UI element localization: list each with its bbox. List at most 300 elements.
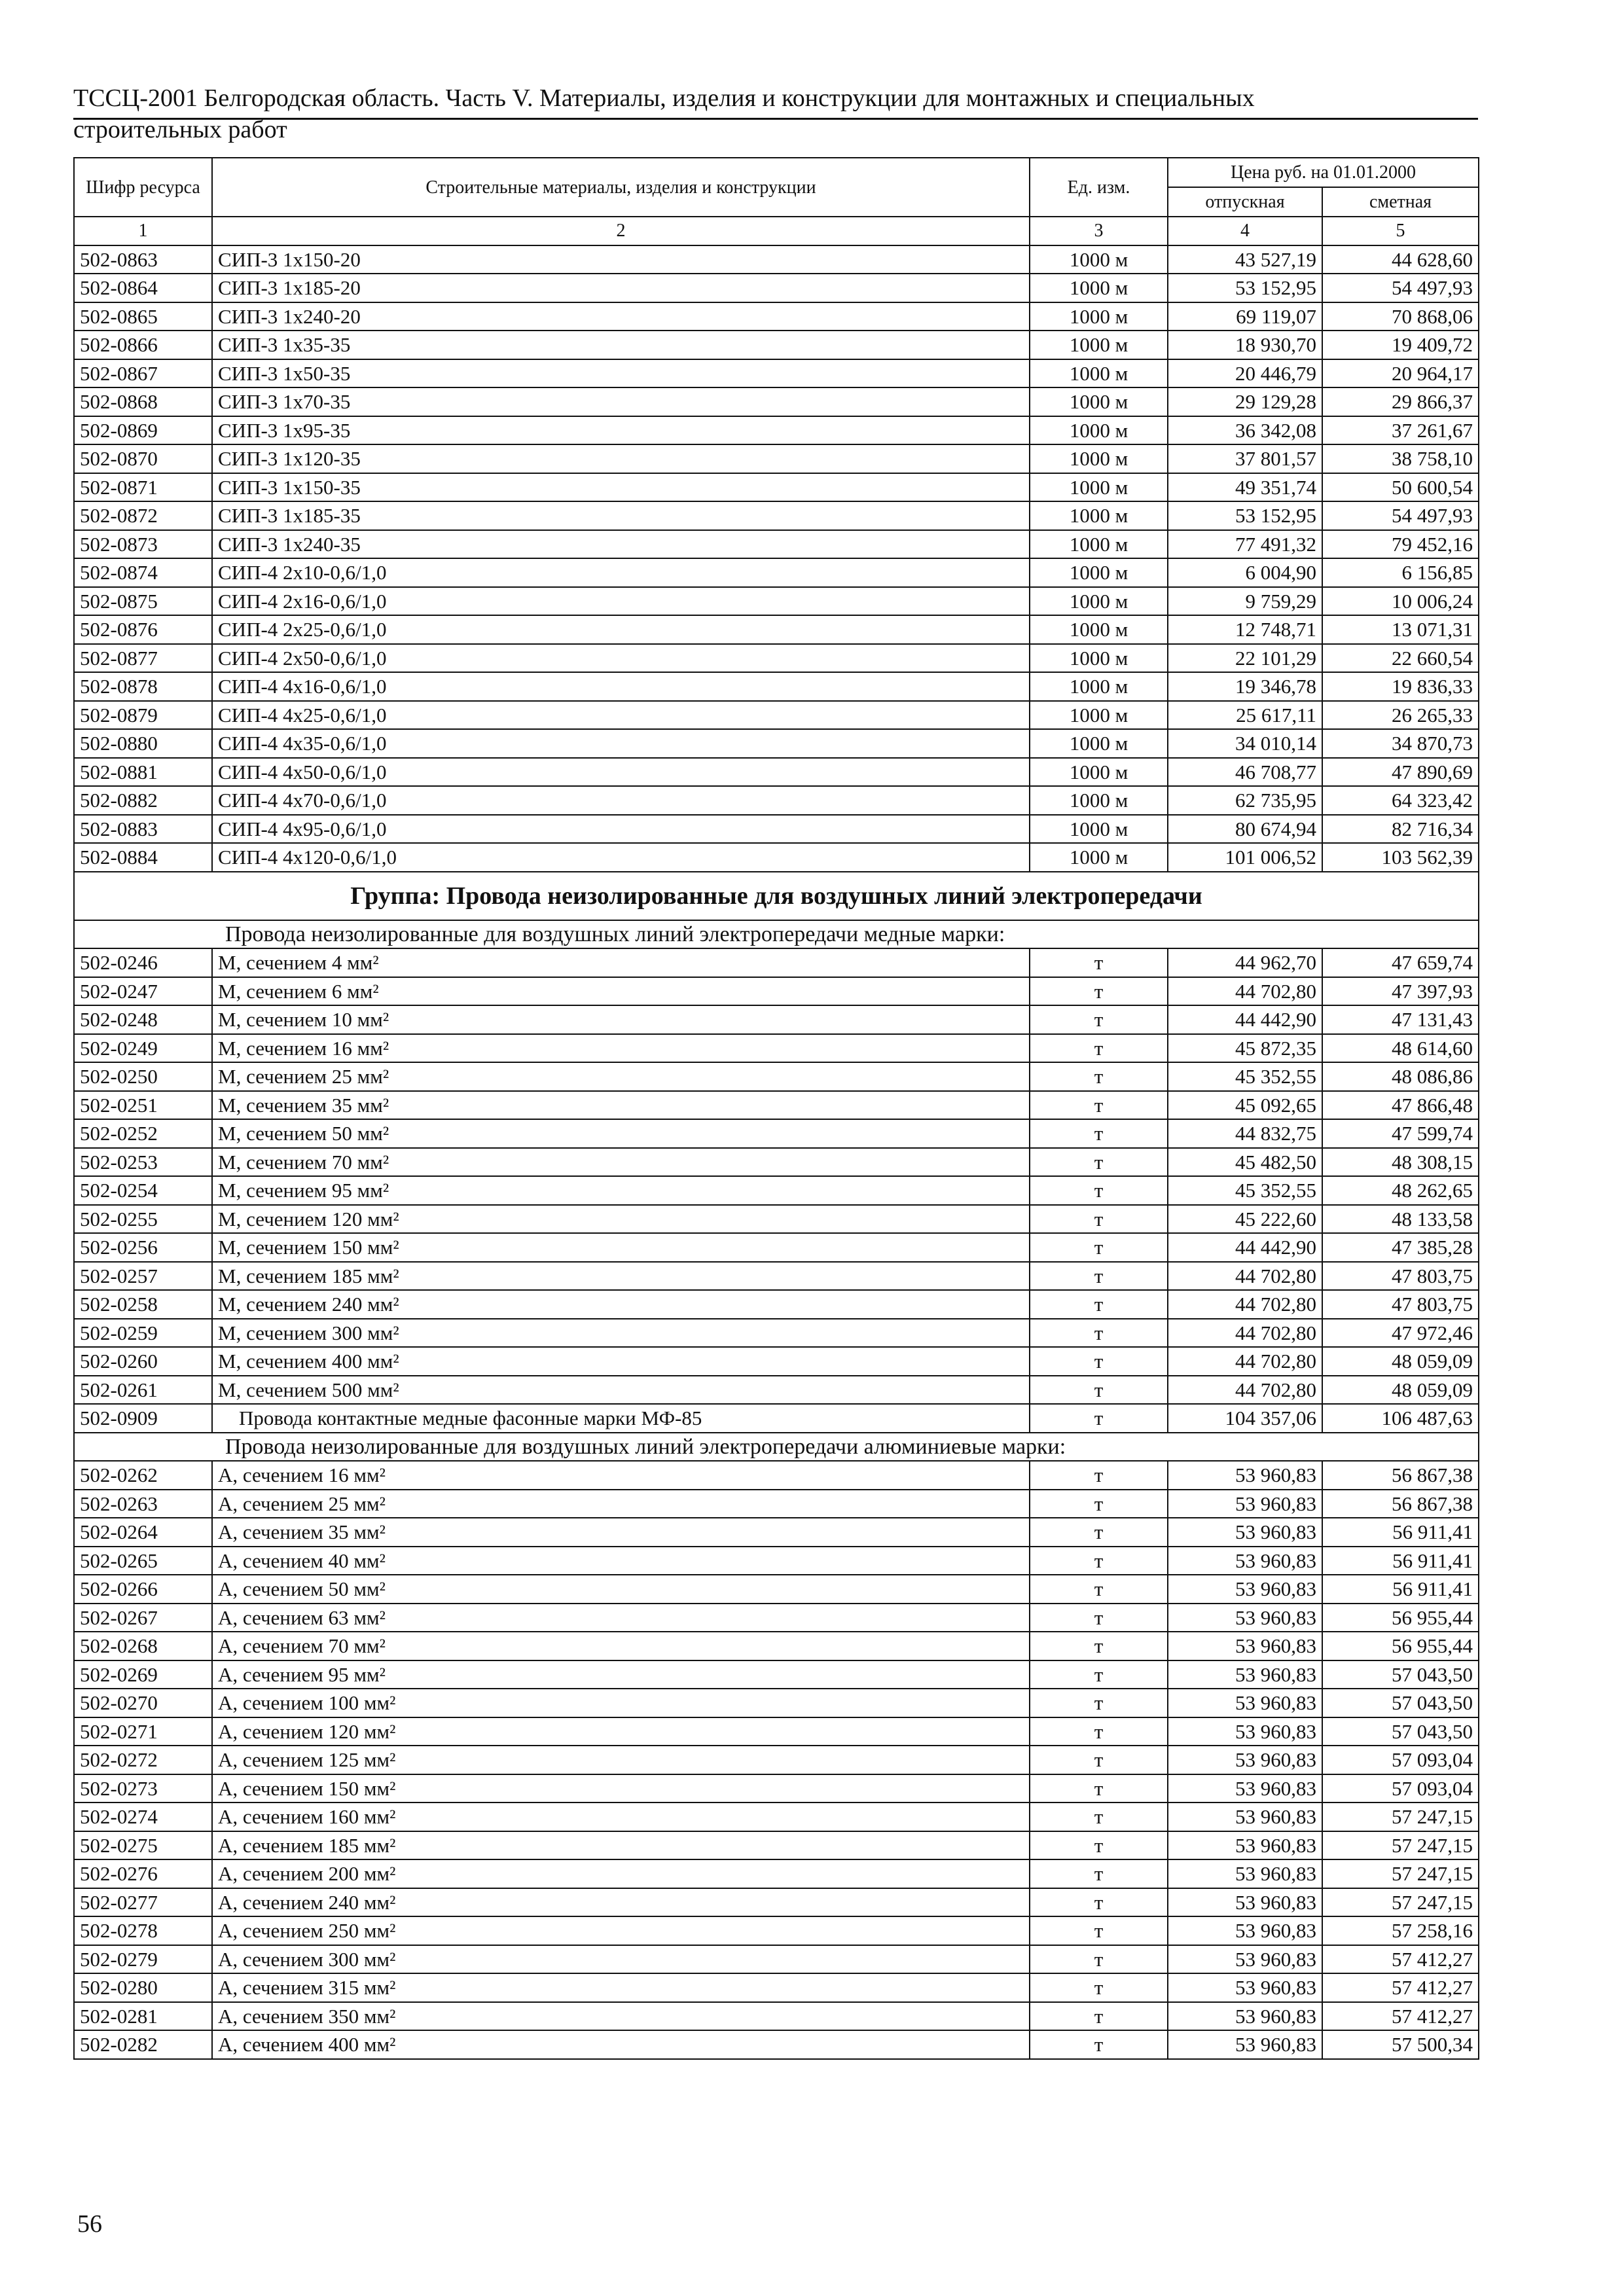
- table-row: [74, 331, 1479, 359]
- release-price: 9 759,29: [1168, 587, 1322, 616]
- unit: т: [1030, 1547, 1168, 1575]
- table-row: [74, 1319, 1479, 1348]
- estimate-price: 47 385,28: [1322, 1233, 1479, 1262]
- resource-code: 502-0867: [74, 359, 212, 388]
- estimate-price: 56 955,44: [1322, 1604, 1479, 1632]
- release-price: 45 352,55: [1168, 1062, 1322, 1091]
- table-row: [74, 1859, 1479, 1888]
- table-row: [74, 815, 1479, 844]
- unit: 1000 м: [1030, 843, 1168, 872]
- table-row: [74, 1689, 1479, 1717]
- table-row: [74, 1233, 1479, 1262]
- estimate-price: 48 059,09: [1322, 1376, 1479, 1405]
- unit: 1000 м: [1030, 444, 1168, 473]
- release-price: 69 119,07: [1168, 302, 1322, 331]
- material-name: А, сечением 185 мм²: [212, 1831, 1030, 1860]
- unit: т: [1030, 1176, 1168, 1205]
- table-row: [74, 1547, 1479, 1575]
- table-row: [74, 245, 1479, 274]
- estimate-price: 57 412,27: [1322, 1945, 1479, 1974]
- unit: т: [1030, 1746, 1168, 1774]
- release-price: 19 346,78: [1168, 672, 1322, 701]
- unit: т: [1030, 1490, 1168, 1518]
- estimate-price: 48 308,15: [1322, 1148, 1479, 1177]
- table-row: [74, 387, 1479, 416]
- material-name: А, сечением 240 мм²: [212, 1888, 1030, 1917]
- material-name: М, сечением 150 мм²: [212, 1233, 1030, 1262]
- header-rule: [73, 118, 1478, 120]
- release-price: 44 832,75: [1168, 1119, 1322, 1148]
- unit: т: [1030, 1461, 1168, 1490]
- material-name: СИП-3 1х150-35: [212, 473, 1030, 502]
- material-name: СИП-4 4х70-0,6/1,0: [212, 786, 1030, 815]
- subgroup-title-aluminium: Провода неизолированные для воздушных линий электропередачи алюминиевые марки:: [74, 1433, 1479, 1462]
- table-row: [74, 1091, 1479, 1120]
- table-row: [74, 1290, 1479, 1319]
- release-price: 45 482,50: [1168, 1148, 1322, 1177]
- subgroup-title-copper: Провода неизолированные для воздушных линий электропередачи медные марки:: [74, 920, 1479, 949]
- table-row: [74, 1205, 1479, 1234]
- material-name: СИП-4 4х35-0,6/1,0: [212, 729, 1030, 758]
- release-price: 44 702,80: [1168, 977, 1322, 1006]
- material-name: А, сечением 50 мм²: [212, 1575, 1030, 1604]
- resource-code: 502-0865: [74, 302, 212, 331]
- resource-code: 502-0262: [74, 1461, 212, 1490]
- resource-code: 502-0909: [74, 1404, 212, 1433]
- release-price: 44 962,70: [1168, 948, 1322, 977]
- unit: т: [1030, 1689, 1168, 1717]
- material-name: М, сечением 6 мм²: [212, 977, 1030, 1006]
- material-name: А, сечением 300 мм²: [212, 1945, 1030, 1974]
- release-price: 53 960,83: [1168, 1632, 1322, 1660]
- table-row: [74, 1945, 1479, 1974]
- material-name: А, сечением 250 мм²: [212, 1916, 1030, 1945]
- release-price: 6 004,90: [1168, 558, 1322, 587]
- col-header-price: Цена руб. на 01.01.2000: [1168, 158, 1479, 187]
- release-price: 45 222,60: [1168, 1205, 1322, 1234]
- resource-code: 502-0264: [74, 1518, 212, 1547]
- table-row: [74, 1034, 1479, 1063]
- resource-code: 502-0274: [74, 1803, 212, 1831]
- material-name: СИП-3 1х240-35: [212, 530, 1030, 559]
- price-table: [73, 157, 1479, 2060]
- material-name: А, сечением 63 мм²: [212, 1604, 1030, 1632]
- unit: т: [1030, 1347, 1168, 1376]
- resource-code: 502-0263: [74, 1490, 212, 1518]
- release-price: 43 527,19: [1168, 245, 1322, 274]
- material-name: СИП-3 1х50-35: [212, 359, 1030, 388]
- resource-code: 502-0260: [74, 1347, 212, 1376]
- table-row: [74, 473, 1479, 502]
- material-name: СИП-4 4х50-0,6/1,0: [212, 758, 1030, 787]
- resource-code: 502-0253: [74, 1148, 212, 1177]
- table-row: [74, 672, 1479, 701]
- contact-wire-block: [74, 1404, 1479, 1461]
- estimate-price: 103 562,39: [1322, 843, 1479, 872]
- group-title: Группа: Провода неизолированные для воздушных линий электропередачи: [74, 872, 1479, 920]
- unit: т: [1030, 2002, 1168, 2031]
- unit: т: [1030, 1319, 1168, 1348]
- table-row: [74, 1746, 1479, 1774]
- table-row: [74, 1518, 1479, 1547]
- resource-code: 502-0884: [74, 843, 212, 872]
- estimate-price: 57 412,27: [1322, 2002, 1479, 2031]
- estimate-price: 29 866,37: [1322, 387, 1479, 416]
- table-row: [74, 2002, 1479, 2031]
- resource-code: 502-0279: [74, 1945, 212, 1974]
- release-price: 53 960,83: [1168, 1746, 1322, 1774]
- table-row: [74, 501, 1479, 530]
- material-name: СИП-4 2х16-0,6/1,0: [212, 587, 1030, 616]
- material-name: СИП-3 1х185-35: [212, 501, 1030, 530]
- table-row: [74, 530, 1479, 559]
- table-row: [74, 359, 1479, 388]
- table-row: [74, 587, 1479, 616]
- unit: т: [1030, 977, 1168, 1006]
- release-price: 53 960,83: [1168, 1774, 1322, 1803]
- table-row: [74, 1062, 1479, 1091]
- unit: т: [1030, 1091, 1168, 1120]
- table-row: [74, 786, 1479, 815]
- resource-code: 502-0877: [74, 644, 212, 673]
- table-row: [74, 302, 1479, 331]
- release-price: 20 446,79: [1168, 359, 1322, 388]
- resource-code: 502-0269: [74, 1660, 212, 1689]
- col-number: 4: [1168, 217, 1322, 245]
- release-price: 44 702,80: [1168, 1347, 1322, 1376]
- table-row: [74, 644, 1479, 673]
- table-row: [74, 1774, 1479, 1803]
- table-row: [74, 1831, 1479, 1860]
- cable-rows: [74, 245, 1479, 872]
- resource-code: 502-0864: [74, 274, 212, 302]
- estimate-price: 47 659,74: [1322, 948, 1479, 977]
- unit: 1000 м: [1030, 274, 1168, 302]
- material-name: СИП-4 2х10-0,6/1,0: [212, 558, 1030, 587]
- material-name: СИП-3 1х95-35: [212, 416, 1030, 445]
- resource-code: 502-0276: [74, 1859, 212, 1888]
- unit: т: [1030, 1148, 1168, 1177]
- unit: т: [1030, 1262, 1168, 1291]
- estimate-price: 57 043,50: [1322, 1689, 1479, 1717]
- estimate-price: 48 614,60: [1322, 1034, 1479, 1063]
- release-price: 45 872,35: [1168, 1034, 1322, 1063]
- table-row: [74, 701, 1479, 730]
- unit: т: [1030, 1632, 1168, 1660]
- unit: т: [1030, 1119, 1168, 1148]
- unit: 1000 м: [1030, 387, 1168, 416]
- unit: 1000 м: [1030, 530, 1168, 559]
- estimate-price: 20 964,17: [1322, 359, 1479, 388]
- material-name: СИП-3 1х70-35: [212, 387, 1030, 416]
- resource-code: 502-0280: [74, 1973, 212, 2002]
- release-price: 53 960,83: [1168, 1945, 1322, 1974]
- table-row: [74, 1119, 1479, 1148]
- estimate-price: 56 867,38: [1322, 1461, 1479, 1490]
- release-price: 45 352,55: [1168, 1176, 1322, 1205]
- release-price: 53 960,83: [1168, 1916, 1322, 1945]
- release-price: 77 491,32: [1168, 530, 1322, 559]
- unit: 1000 м: [1030, 615, 1168, 644]
- estimate-price: 10 006,24: [1322, 587, 1479, 616]
- material-name: А, сечением 16 мм²: [212, 1461, 1030, 1490]
- resource-code: 502-0275: [74, 1831, 212, 1860]
- col-header-estimate-price: сметная: [1322, 187, 1479, 217]
- unit: т: [1030, 1404, 1168, 1433]
- release-price: 80 674,94: [1168, 815, 1322, 844]
- table-row: [74, 1461, 1479, 1490]
- resource-code: 502-0268: [74, 1632, 212, 1660]
- release-price: 44 702,80: [1168, 1376, 1322, 1405]
- material-name: М, сечением 25 мм²: [212, 1062, 1030, 1091]
- estimate-price: 38 758,10: [1322, 444, 1479, 473]
- table-row: [74, 416, 1479, 445]
- resource-code: 502-0255: [74, 1205, 212, 1234]
- table-row: [74, 758, 1479, 787]
- release-price: 53 960,83: [1168, 1518, 1322, 1547]
- resource-code: 502-0267: [74, 1604, 212, 1632]
- estimate-price: 13 071,31: [1322, 615, 1479, 644]
- material-name: Провода контактные медные фасонные марки МФ-85: [212, 1404, 1030, 1433]
- release-price: 53 960,83: [1168, 1660, 1322, 1689]
- release-price: 44 442,90: [1168, 1005, 1322, 1034]
- material-name: М, сечением 240 мм²: [212, 1290, 1030, 1319]
- release-price: 44 702,80: [1168, 1290, 1322, 1319]
- resource-code: 502-0883: [74, 815, 212, 844]
- resource-code: 502-0278: [74, 1916, 212, 1945]
- release-price: 53 152,95: [1168, 274, 1322, 302]
- estimate-price: 47 397,93: [1322, 977, 1479, 1006]
- col-header-unit: Ед. изм.: [1030, 158, 1168, 217]
- material-name: СИП-3 1х240-20: [212, 302, 1030, 331]
- material-name: СИП-4 4х25-0,6/1,0: [212, 701, 1030, 730]
- unit: 1000 м: [1030, 701, 1168, 730]
- col-header-name: Строительные материалы, изделия и конструкции: [212, 158, 1030, 217]
- estimate-price: 47 890,69: [1322, 758, 1479, 787]
- release-price: 62 735,95: [1168, 786, 1322, 815]
- resource-code: 502-0869: [74, 416, 212, 445]
- resource-code: 502-0874: [74, 558, 212, 587]
- estimate-price: 70 868,06: [1322, 302, 1479, 331]
- release-price: 34 010,14: [1168, 729, 1322, 758]
- release-price: 53 960,83: [1168, 1717, 1322, 1746]
- col-number: 5: [1322, 217, 1479, 245]
- table-row: [74, 1973, 1479, 2002]
- material-name: А, сечением 120 мм²: [212, 1717, 1030, 1746]
- unit: 1000 м: [1030, 302, 1168, 331]
- unit: 1000 м: [1030, 815, 1168, 844]
- estimate-price: 57 247,15: [1322, 1831, 1479, 1860]
- release-price: 44 442,90: [1168, 1233, 1322, 1262]
- estimate-price: 19 836,33: [1322, 672, 1479, 701]
- resource-code: 502-0878: [74, 672, 212, 701]
- unit: 1000 м: [1030, 558, 1168, 587]
- resource-code: 502-0266: [74, 1575, 212, 1604]
- resource-code: 502-0272: [74, 1746, 212, 1774]
- material-name: СИП-4 4х120-0,6/1,0: [212, 843, 1030, 872]
- material-name: А, сечением 400 мм²: [212, 2030, 1030, 2059]
- unit: т: [1030, 1916, 1168, 1945]
- material-name: СИП-3 1х120-35: [212, 444, 1030, 473]
- unit: т: [1030, 1233, 1168, 1262]
- release-price: 53 152,95: [1168, 501, 1322, 530]
- estimate-price: 48 086,86: [1322, 1062, 1479, 1091]
- material-name: А, сечением 350 мм²: [212, 2002, 1030, 2031]
- release-price: 36 342,08: [1168, 416, 1322, 445]
- release-price: 49 351,74: [1168, 473, 1322, 502]
- estimate-price: 57 247,15: [1322, 1803, 1479, 1831]
- resource-code: 502-0257: [74, 1262, 212, 1291]
- resource-code: 502-0863: [74, 245, 212, 274]
- resource-code: 502-0879: [74, 701, 212, 730]
- resource-code: 502-0250: [74, 1062, 212, 1091]
- estimate-price: 34 870,73: [1322, 729, 1479, 758]
- unit: т: [1030, 1888, 1168, 1917]
- release-price: 53 960,83: [1168, 2002, 1322, 2031]
- unit: т: [1030, 1774, 1168, 1803]
- material-name: М, сечением 70 мм²: [212, 1148, 1030, 1177]
- release-price: 45 092,65: [1168, 1091, 1322, 1120]
- unit: т: [1030, 1973, 1168, 2002]
- resource-code: 502-0249: [74, 1034, 212, 1063]
- resource-code: 502-0281: [74, 2002, 212, 2031]
- resource-code: 502-0259: [74, 1319, 212, 1348]
- header-line-1: ТССЦ-2001 Белгородская область. Часть V. Материалы, изделия и конструкции для монтажных и специальных: [73, 84, 1255, 112]
- release-price: 53 960,83: [1168, 1575, 1322, 1604]
- unit: 1000 м: [1030, 245, 1168, 274]
- estimate-price: 106 487,63: [1322, 1404, 1479, 1433]
- table-row: [74, 274, 1479, 302]
- material-name: М, сечением 4 мм²: [212, 948, 1030, 977]
- release-price: 18 930,70: [1168, 331, 1322, 359]
- table-row: [74, 1575, 1479, 1604]
- estimate-price: 26 265,33: [1322, 701, 1479, 730]
- estimate-price: 57 247,15: [1322, 1859, 1479, 1888]
- material-name: М, сечением 400 мм²: [212, 1347, 1030, 1376]
- estimate-price: 56 911,41: [1322, 1518, 1479, 1547]
- unit: т: [1030, 1034, 1168, 1063]
- unit: 1000 м: [1030, 672, 1168, 701]
- material-name: А, сечением 95 мм²: [212, 1660, 1030, 1689]
- estimate-price: 44 628,60: [1322, 245, 1479, 274]
- table-row: [74, 1490, 1479, 1518]
- unit: 1000 м: [1030, 501, 1168, 530]
- resource-code: 502-0246: [74, 948, 212, 977]
- estimate-price: 57 043,50: [1322, 1717, 1479, 1746]
- unit: т: [1030, 1005, 1168, 1034]
- unit: т: [1030, 1859, 1168, 1888]
- estimate-price: 56 955,44: [1322, 1632, 1479, 1660]
- col-number: 1: [74, 217, 212, 245]
- resource-code: 502-0870: [74, 444, 212, 473]
- material-name: А, сечением 40 мм²: [212, 1547, 1030, 1575]
- table-row: [74, 1148, 1479, 1177]
- unit: т: [1030, 1831, 1168, 1860]
- unit: 1000 м: [1030, 786, 1168, 815]
- estimate-price: 19 409,72: [1322, 331, 1479, 359]
- header-line-2: строительных работ: [73, 116, 287, 143]
- material-name: М, сечением 120 мм²: [212, 1205, 1030, 1234]
- material-name: СИП-4 2х50-0,6/1,0: [212, 644, 1030, 673]
- estimate-price: 56 911,41: [1322, 1575, 1479, 1604]
- table-row: [74, 729, 1479, 758]
- table-row: [74, 615, 1479, 644]
- unit: 1000 м: [1030, 359, 1168, 388]
- estimate-price: 79 452,16: [1322, 530, 1479, 559]
- material-name: СИП-4 4х16-0,6/1,0: [212, 672, 1030, 701]
- unit: т: [1030, 1518, 1168, 1547]
- estimate-price: 57 247,15: [1322, 1888, 1479, 1917]
- unit: 1000 м: [1030, 758, 1168, 787]
- estimate-price: 57 412,27: [1322, 1973, 1479, 2002]
- resource-code: 502-0873: [74, 530, 212, 559]
- material-name: М, сечением 35 мм²: [212, 1091, 1030, 1120]
- table-row: [74, 1916, 1479, 1945]
- estimate-price: 47 599,74: [1322, 1119, 1479, 1148]
- resource-code: 502-0866: [74, 331, 212, 359]
- material-name: СИП-3 1х150-20: [212, 245, 1030, 274]
- unit: 1000 м: [1030, 416, 1168, 445]
- estimate-price: 64 323,42: [1322, 786, 1479, 815]
- material-name: М, сечением 185 мм²: [212, 1262, 1030, 1291]
- material-name: М, сечением 16 мм²: [212, 1034, 1030, 1063]
- material-name: М, сечением 50 мм²: [212, 1119, 1030, 1148]
- unit: т: [1030, 1604, 1168, 1632]
- estimate-price: 57 500,34: [1322, 2030, 1479, 2059]
- estimate-price: 48 262,65: [1322, 1176, 1479, 1205]
- resource-code: 502-0247: [74, 977, 212, 1006]
- resource-code: 502-0882: [74, 786, 212, 815]
- release-price: 53 960,83: [1168, 1973, 1322, 2002]
- resource-code: 502-0251: [74, 1091, 212, 1120]
- resource-code: 502-0876: [74, 615, 212, 644]
- table-row: [74, 1717, 1479, 1746]
- resource-code: 502-0277: [74, 1888, 212, 1917]
- table-header: [74, 158, 1479, 245]
- resource-code: 502-0265: [74, 1547, 212, 1575]
- page-number: 56: [77, 2210, 102, 2238]
- release-price: 53 960,83: [1168, 1604, 1322, 1632]
- table-row: [74, 1005, 1479, 1034]
- resource-code: 502-0254: [74, 1176, 212, 1205]
- material-name: А, сечением 125 мм²: [212, 1746, 1030, 1774]
- release-price: 53 960,83: [1168, 1831, 1322, 1860]
- table-row: [74, 444, 1479, 473]
- estimate-price: 6 156,85: [1322, 558, 1479, 587]
- table-row: [74, 1888, 1479, 1917]
- release-price: 53 960,83: [1168, 1490, 1322, 1518]
- release-price: 44 702,80: [1168, 1319, 1322, 1348]
- table-row: [74, 1632, 1479, 1660]
- unit: 1000 м: [1030, 644, 1168, 673]
- unit: т: [1030, 1717, 1168, 1746]
- resource-code: 502-0875: [74, 587, 212, 616]
- table-row: [74, 2030, 1479, 2059]
- unit: 1000 м: [1030, 331, 1168, 359]
- col-number: 2: [212, 217, 1030, 245]
- release-price: 29 129,28: [1168, 387, 1322, 416]
- copper-rows: [74, 948, 1479, 1404]
- aluminium-rows: [74, 1461, 1479, 2059]
- estimate-price: 57 093,04: [1322, 1774, 1479, 1803]
- estimate-price: 57 093,04: [1322, 1746, 1479, 1774]
- resource-code: 502-0256: [74, 1233, 212, 1262]
- release-price: 53 960,83: [1168, 1859, 1322, 1888]
- estimate-price: 82 716,34: [1322, 815, 1479, 844]
- estimate-price: 50 600,54: [1322, 473, 1479, 502]
- table-row: [74, 948, 1479, 977]
- estimate-price: 48 133,58: [1322, 1205, 1479, 1234]
